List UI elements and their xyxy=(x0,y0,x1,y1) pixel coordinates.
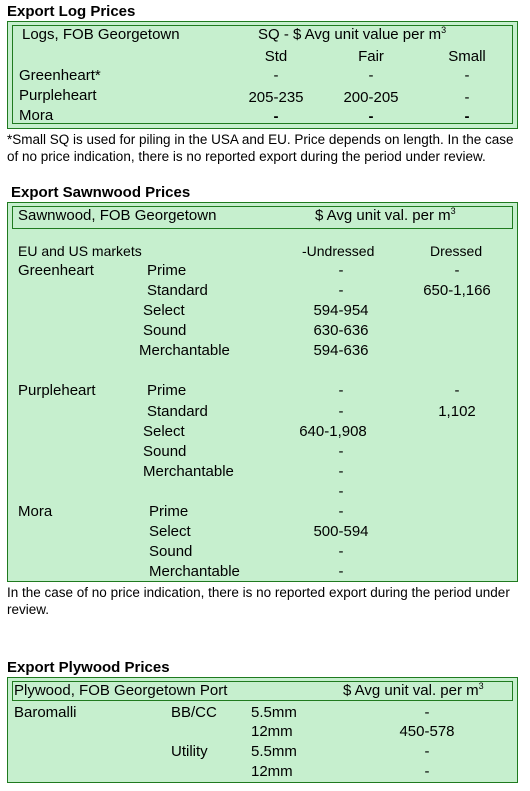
sawn-undressed-value: - xyxy=(338,443,344,460)
sawn-grade: Prime xyxy=(149,503,189,520)
sawn-species: Mora xyxy=(18,503,53,520)
ply-price-table xyxy=(7,677,518,783)
log-species: Purpleheart xyxy=(19,87,97,104)
log-price-table xyxy=(7,21,518,129)
sawn-grade: Merchantable xyxy=(143,463,234,480)
sawn-undressed-value: - xyxy=(338,382,344,399)
log-section-title: Export Log Prices xyxy=(7,3,136,20)
log-value: - xyxy=(464,89,470,106)
ply-value: 450-578 xyxy=(399,723,455,740)
log-col-std: Std xyxy=(264,48,288,65)
sawn-dressed-value: 1,102 xyxy=(438,403,476,420)
ply-header-left: Plywood, FOB Georgetown Port xyxy=(14,682,228,699)
sawn-grade: Prime xyxy=(147,262,187,279)
sawn-grade: Sound xyxy=(143,443,187,460)
sawn-undressed-value: - xyxy=(338,282,344,299)
sawn-grade: Sound xyxy=(143,322,187,339)
sawn-species: Greenheart xyxy=(18,262,94,279)
sawn-undressed-value: - xyxy=(338,403,344,420)
sawn-undressed-value: 500-594 xyxy=(313,523,369,540)
sawn-section-title: Export Sawnwood Prices xyxy=(11,184,191,201)
ply-size: 5.5mm xyxy=(251,743,297,760)
sawn-undressed-value: 594-954 xyxy=(313,302,369,319)
log-species: Greenheart* xyxy=(19,67,101,84)
log-value: - xyxy=(368,67,374,84)
ply-header-right: $ Avg unit val. per $m^3$ xyxy=(343,681,484,699)
sawn-grade: Select xyxy=(149,523,191,540)
sawn-grade: Prime xyxy=(147,382,187,399)
ply-grade: Utility xyxy=(171,743,208,760)
sawn-undressed-value: - xyxy=(338,483,344,500)
sawn-dressed-value: - xyxy=(454,262,460,279)
log-value: - xyxy=(464,67,470,84)
sawn-grade: Select xyxy=(143,302,185,319)
log-col-small: Small xyxy=(448,48,486,65)
ply-value: - xyxy=(424,743,430,760)
log-value: - xyxy=(464,108,470,125)
ply-section-title: Export Plywood Prices xyxy=(7,659,170,676)
log-value: - xyxy=(273,67,279,84)
ply-size: 12mm xyxy=(251,723,293,740)
sawn-grade: Standard xyxy=(147,403,208,420)
sawn-undressed-value: 630-636 xyxy=(313,322,369,339)
sawn-undressed-value: - xyxy=(338,463,344,480)
ply-product: Baromalli xyxy=(14,704,77,721)
log-value: 205-235 xyxy=(248,89,304,106)
sawn-grade: Merchantable xyxy=(139,342,230,359)
sawn-dressed-value: 650-1,166 xyxy=(423,282,491,299)
sawn-grade: Select xyxy=(143,423,185,440)
log-header-left: Logs, FOB Georgetown xyxy=(22,26,180,43)
log-footnote: *Small SQ is used for piling in the USA and EU. Price depends on length. In the case of no price indication, there is no reported export during the period under review. xyxy=(7,132,514,164)
sawn-grade: Standard xyxy=(147,282,208,299)
log-value: - xyxy=(368,108,374,125)
log-col-fair: Fair xyxy=(358,48,384,65)
sawn-header-left: Sawnwood, FOB Georgetown xyxy=(18,207,217,224)
ply-size: 5.5mm xyxy=(251,704,297,721)
sawn-col-dressed: Dressed xyxy=(430,243,483,259)
ply-value: - xyxy=(424,704,430,721)
log-species: Mora xyxy=(19,107,54,124)
ply-value: - xyxy=(424,763,430,780)
sawn-col-undressed: -Undressed xyxy=(302,243,375,259)
log-value: - xyxy=(273,108,279,125)
sawn-undressed-value: - xyxy=(338,503,344,520)
sawn-footnote: In the case of no price indication, there is no reported export during the period under review. xyxy=(7,585,510,617)
sawn-grade: Sound xyxy=(149,543,193,560)
log-header-right: SQ - $ Avg unit value per $m^3$ xyxy=(258,25,447,43)
sawn-price-table xyxy=(7,202,518,582)
sawn-grade: Merchantable xyxy=(149,563,240,580)
sawn-market-label: EU and US markets xyxy=(18,243,142,259)
sawn-dressed-value: - xyxy=(454,382,460,399)
sawn-undressed-value: - xyxy=(338,543,344,560)
ply-grade: BB/CC xyxy=(171,704,217,721)
sawn-undressed-value: 594-636 xyxy=(313,342,369,359)
sawn-undressed-value: - xyxy=(338,563,344,580)
sawn-header-right: $ Avg unit val. per $m^3$ xyxy=(315,206,456,224)
sawn-undressed-value: - xyxy=(338,262,344,279)
sawn-undressed-value: 640-1,908 xyxy=(299,423,367,440)
ply-size: 12mm xyxy=(251,763,293,780)
sawn-species: Purpleheart xyxy=(18,382,96,399)
log-value: 200-205 xyxy=(343,89,399,106)
